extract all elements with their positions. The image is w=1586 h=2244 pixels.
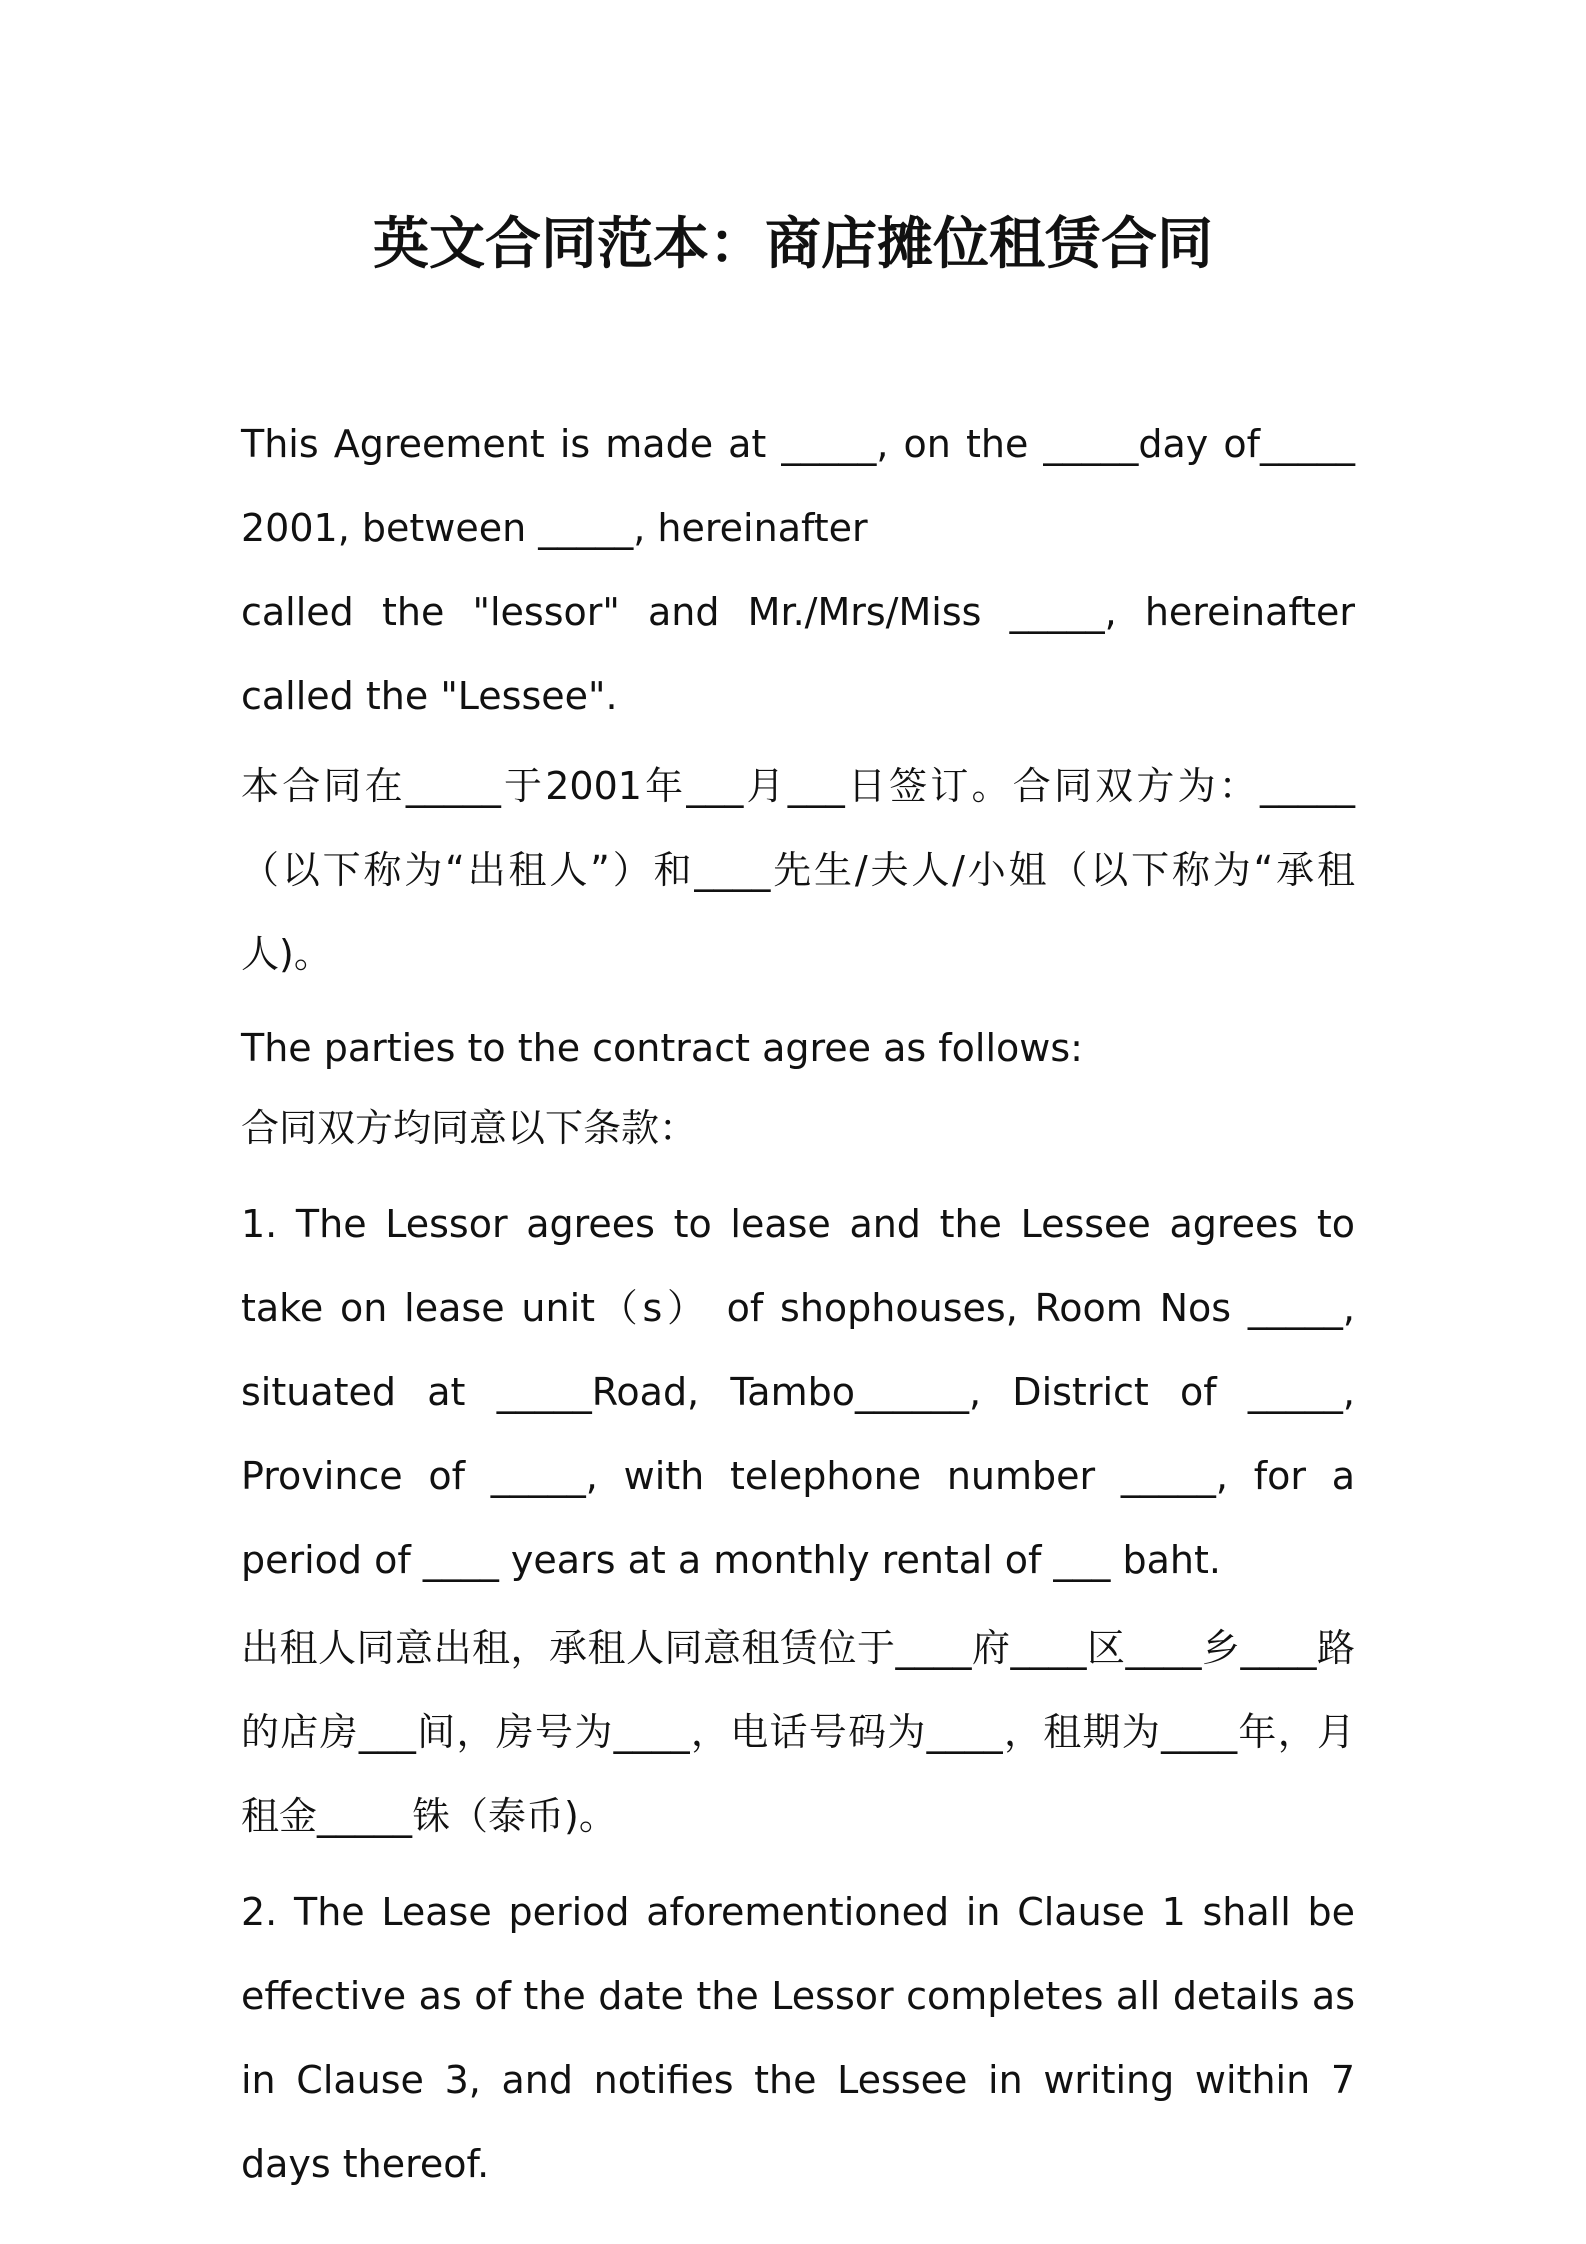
clause-2-english: 2. The Lease period aforementioned in Clause 1 shall be effective as of the date the Lessor completes all details as in Clause 3, and notifies the Lessee in writing within 7 days thereof. [241,1890,1355,2186]
intro-english-paragraph-2: called the "lessor" and Mr./Mrs/Miss _____, hereinafter called the "Lessee". [241,590,1355,718]
clause-1-chinese: 出租人同意出租，承租人同意租赁位于____府____区____乡____路的店房___间，房号为____，电话号码为____，租期为____年，月租金_____铢（泰币)。 [241,1626,1355,1838]
document-body [241,402,1355,2206]
clause-1-english: 1. The Lessor agrees to lease and the Lessee agrees to take on lease unit（s） of shophouses, Room Nos _____, situated at _____Road, Tambo______, District of _____, Province of _____, with telephone number _____, for a period of ____ years at a monthly rental of ___ baht. [241,1202,1355,1582]
intro-chinese-paragraph: 本合同在_____于2001年___月___日签订。合同双方为：_____（以下称为“出租人”）和____先生/夫人/小姐（以下称为“承租人)。 [241,764,1355,976]
intro-english-paragraph-1: This Agreement is made at _____, on the _____day of_____ 2001, between _____, hereinafter [241,422,1355,550]
document-title: 英文合同范本：商店摊位租赁合同 [373,212,1213,277]
agreement-english-line: The parties to the contract agree as follows: [241,1026,1083,1070]
agreement-chinese-line: 合同双方均同意以下条款： [241,1106,698,1150]
